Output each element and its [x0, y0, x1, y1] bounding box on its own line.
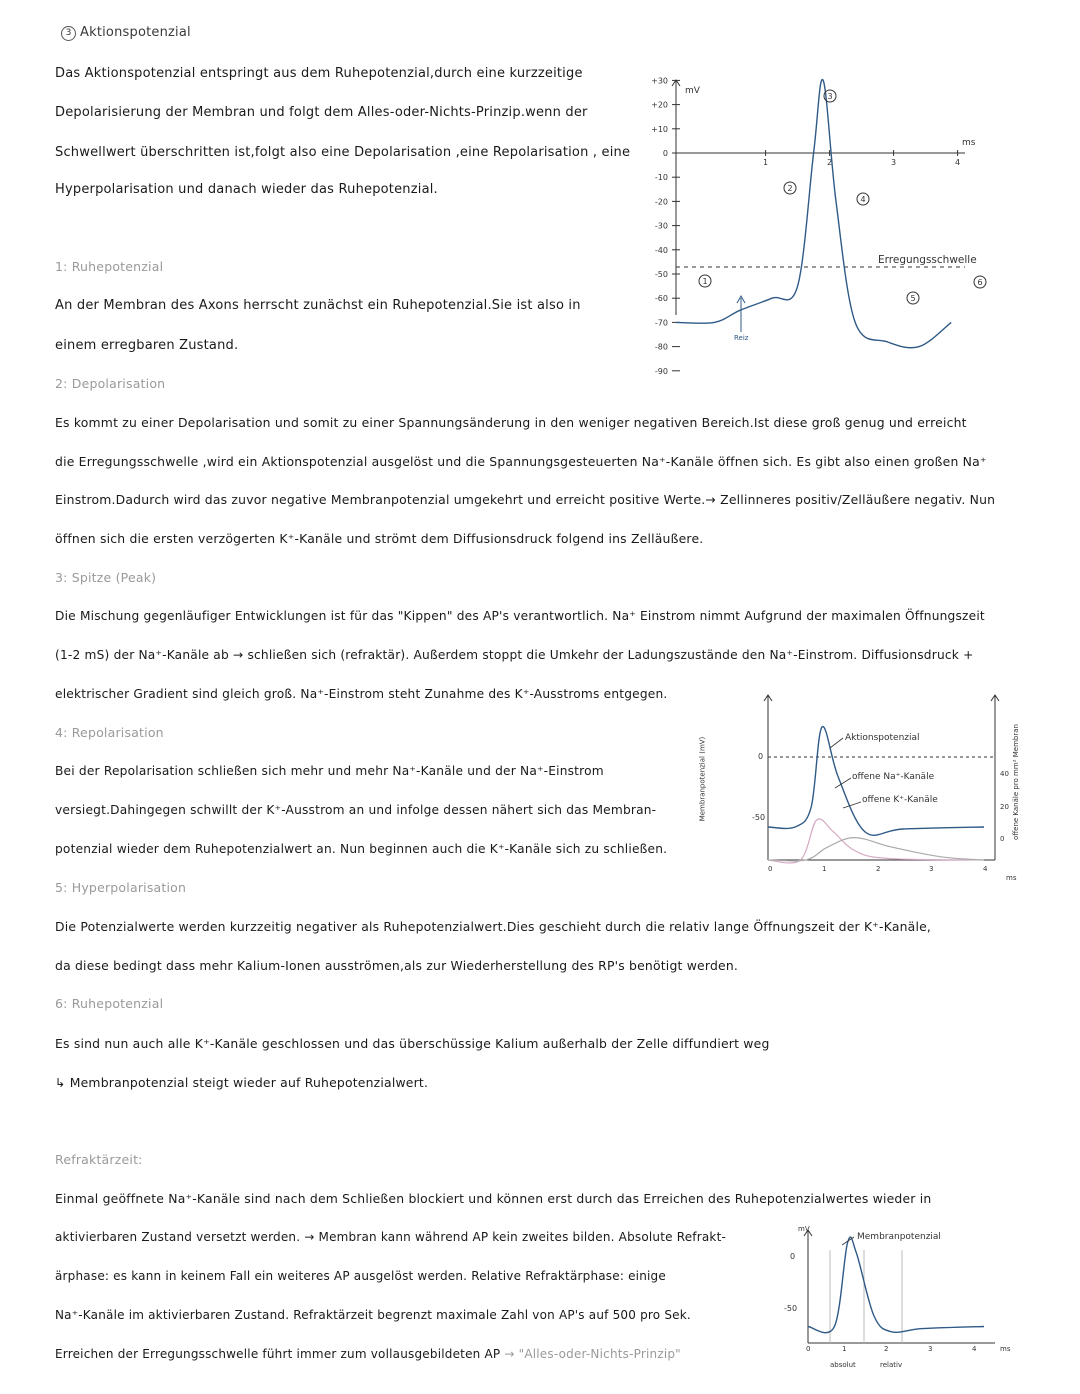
- section5-line-2: da diese bedingt dass mehr Kalium-Ionen ausströmen,als zur Wiederherstellung des RP's benötigt werden.: [55, 958, 739, 973]
- chart3-xtick-4: 4: [972, 1345, 977, 1353]
- action-potential-chart: [630, 76, 1030, 380]
- chart2-xlabel: ms: [1006, 874, 1017, 882]
- section-heading-spitze: 3: Spitze (Peak): [55, 570, 157, 585]
- chart1-phase-marker-label: 5: [910, 294, 916, 303]
- refraktaer-arrow-note: → "Alles-oder-Nichts-Prinzip": [504, 1347, 681, 1361]
- chart1-phase-marker-label: 3: [827, 92, 833, 101]
- chart2-label-line-ap: [830, 738, 843, 748]
- section4-line-3: potenzial wieder dem Ruhepotenzialwert an. Nun beginnen auch die K⁺-Kanäle sich zu schließen.: [55, 842, 668, 856]
- chart1-xtick-label: 3: [891, 158, 897, 167]
- chart1-ytick-label: -30: [654, 221, 668, 231]
- section4-line-2: versiegt.Dahingegen schwillt der K⁺-Ausstrom an und infolge dessen nähert sich das Membran-: [55, 803, 657, 817]
- chart1-ytick-label: -20: [654, 197, 668, 207]
- intro-line-1: Das Aktionspotenzial entspringt aus dem Ruhepotenzial,durch eine kurzzeitige: [55, 66, 583, 81]
- chart2-y2tick-20: 20: [1000, 803, 1009, 811]
- chart2-ylabel: Membranpotenzial (mV): [698, 736, 707, 822]
- section6-line-1: Es sind nun auch alle K⁺-Kanäle geschlossen und das überschüssige Kalium außerhalb der Zelle diffundiert weg: [55, 1036, 770, 1051]
- refractory-chart: [780, 1225, 1020, 1375]
- chart1-ylabel: mV: [685, 86, 700, 96]
- chart2-legend-na: offene Na⁺-Kanäle: [852, 772, 935, 782]
- chart3-ytick-50: -50: [784, 1304, 798, 1313]
- chart3-ylabel: mV: [798, 1225, 810, 1233]
- chart1-ytick-label: -60: [654, 294, 668, 304]
- title-number: 3: [65, 28, 72, 38]
- chart1-ytick-label: 0: [662, 149, 668, 158]
- chart1-phase-marker-label: 2: [787, 184, 793, 193]
- section2-line-2: die Erregungsschwelle ,wird ein Aktionspotenzial ausgelöst und die Spannungsgesteuerten Na⁺-Kanäle öffnen sich. Es gibt also einen großen Na⁺: [55, 454, 987, 469]
- chart2-label-line-k: [843, 802, 861, 808]
- chart1-ytick-label: +10: [651, 124, 668, 134]
- chart1-ytick-label: -70: [654, 318, 668, 328]
- chart1-ytick-label: -50: [654, 270, 668, 279]
- chart1-ytick-label: +30: [651, 76, 668, 86]
- section1-line-1: An der Membran des Axons herrscht zunächst ein Ruhepotenzial.Sie ist also in: [55, 298, 581, 313]
- chart2-xtick-3: 3: [929, 865, 934, 873]
- chart3-xtick-3: 3: [928, 1345, 933, 1353]
- refraktaer-line-4: Na⁺-Kanäle im aktivierbaren Zustand. Refraktärzeit begrenzt maximale Zahl von AP's auf 500 pro Sek.: [55, 1308, 691, 1322]
- chart1-stimulus-label: Reiz: [734, 334, 749, 342]
- section-heading-repolarisation: 4: Repolarisation: [55, 725, 164, 740]
- page-title: Aktionspotenzial: [80, 25, 191, 40]
- section3-line-3: elektrischer Gradient sind gleich groß. Na⁺-Einstrom steht Zunahme des K⁺-Ausstroms entgegen.: [55, 687, 668, 701]
- chart2-xtick-0: 0: [768, 865, 773, 873]
- section2-line-4: öffnen sich die ersten verzögerten K⁺-Kanäle und strömt dem Diffusionsdruck folgend ins Zelläußere.: [55, 531, 704, 546]
- chart3-series-membranpotenzial: [808, 1237, 984, 1333]
- section3-line-2: (1-2 mS) der Na⁺-Kanäle ab → schließen sich (refraktär). Außerdem stoppt die Umkehr der Ladungszustände den Na⁺-Einstrom. Diffusionsdruck +: [55, 648, 974, 662]
- chart1-ytick-label: -80: [654, 342, 668, 352]
- chart3-ytick-0: 0: [790, 1252, 796, 1261]
- section-heading-ruhepotenzial: 1: Ruhepotenzial: [55, 259, 164, 274]
- chart3-xlabel: ms: [1000, 1345, 1011, 1353]
- chart2-ytick-50: -50: [752, 813, 766, 822]
- chart1-ytick-label: +20: [651, 100, 668, 110]
- chart3-xtick-0: 0: [806, 1345, 811, 1353]
- chart1-xtick-label: 2: [827, 158, 833, 167]
- section1-line-2: einem erregbaren Zustand.: [55, 338, 239, 353]
- chart1-xtick-label: 1: [763, 158, 769, 167]
- refraktaer-line-3: ärphase: es kann in keinem Fall ein weiteres AP ausgelöst werden. Relative Refraktärphase: einige: [55, 1269, 666, 1283]
- chart3-series-label: Membranpotenzial: [857, 1232, 941, 1242]
- intro-line-4: Hyperpolarisation und danach wieder das Ruhepotenzial.: [55, 182, 438, 197]
- chart2-y2tick-0: 0: [1000, 835, 1005, 843]
- chart1-phase-marker-label: 4: [860, 195, 866, 204]
- section5-line-1: Die Potenzialwerte werden kurzzeitig negativer als Ruhepotenzialwert.Dies geschieht durch die relativ lange Öffnungszeit der K⁺-Kanäle,: [55, 919, 932, 934]
- chart1-ytick-label: -10: [654, 173, 668, 183]
- refraktaer-line-2: aktivierbaren Zustand versetzt werden. → Membran kann während AP kein zweites bilden. Absolute Refrakt-: [55, 1230, 727, 1244]
- chart3-phase-relativ: relativ: [880, 1361, 903, 1369]
- chart1-xtick-label: 4: [955, 158, 961, 167]
- title-number-circle: [61, 26, 76, 41]
- chart2-ytick-0: 0: [758, 752, 764, 761]
- chart1-ytick-label: -40: [654, 245, 668, 255]
- chart1-phase-marker-label: 1: [702, 277, 708, 286]
- chart1-ytick-label: -90: [654, 366, 668, 376]
- refraktaer-line-5: [55, 1347, 681, 1361]
- chart3-xtick-1: 1: [842, 1345, 847, 1353]
- section-heading-refraktaerzeit: Refraktärzeit:: [55, 1152, 143, 1167]
- chart3-xtick-2: 2: [884, 1345, 889, 1353]
- section-heading-depolarisation: 2: Depolarisation: [55, 376, 166, 391]
- chart2-y2label: offene Kanäle pro mm² Membran: [1011, 724, 1020, 840]
- chart2-legend-k: offene K⁺-Kanäle: [862, 795, 938, 805]
- chart2-xtick-1: 1: [822, 865, 827, 873]
- section6-line-2: ↳ Membranpotenzial steigt wieder auf Ruhepotenzialwert.: [55, 1075, 429, 1090]
- section4-line-1: Bei der Repolarisation schließen sich mehr und mehr Na⁺-Kanäle und der Na⁺-Einstrom: [55, 764, 604, 778]
- section-heading-hyperpolarisation: 5: Hyperpolarisation: [55, 880, 187, 895]
- refraktaer-line-5-text: Erreichen der Erregungsschwelle führt immer zum vollausgebildeten AP: [55, 1347, 501, 1361]
- chart2-series-na-kanaele: [768, 819, 984, 863]
- section2-line-1: Es kommt zu einer Depolarisation und somit zu einer Spannungsänderung in den weniger negativen Bereich.Ist diese groß genug und erreicht: [55, 415, 967, 430]
- chart3-phase-absolut: absolut: [830, 1361, 856, 1369]
- refraktaer-line-1: Einmal geöffnete Na⁺-Kanäle sind nach dem Schließen blockiert und können erst durch das Erreichen des Ruhepotenzialwertes wieder in: [55, 1191, 932, 1206]
- intro-line-3: Schwellwert überschritten ist,folgt also eine Depolarisation ,eine Repolarisation , eine: [55, 145, 631, 160]
- section2-line-3: Einstrom.Dadurch wird das zuvor negative Membranpotenzial umgekehrt und erreicht positive Werte.→ Zellinneres positiv/Zelläußere negativ. Nun: [55, 492, 996, 507]
- chart2-xtick-2: 2: [876, 865, 881, 873]
- section-heading-ruhepotenzial-2: 6: Ruhepotenzial: [55, 996, 164, 1011]
- section3-line-1: Die Mischung gegenläufiger Entwicklungen ist für das "Kippen" des AP's verantwortlich. Na⁺ Einstrom nimmt Aufgrund der maximalen Öffnungszeit: [55, 609, 985, 623]
- chart1-threshold-label: Erregungsschwelle: [878, 254, 977, 266]
- chart2-xtick-4: 4: [983, 865, 988, 873]
- chart2-label-line-na: [835, 778, 851, 788]
- intro-line-2: Depolarisierung der Membran und folgt dem Alles-oder-Nichts-Prinzip.wenn der: [55, 105, 588, 120]
- chart2-legend-aktionspotenzial: Aktionspotenzial: [845, 733, 920, 743]
- chart1-xlabel: ms: [962, 138, 976, 148]
- chart1-phase-marker-label: 6: [977, 278, 983, 287]
- chart1-series-membranpotenzial: [676, 79, 951, 347]
- chart2-y2tick-40: 40: [1000, 770, 1009, 778]
- channel-chart: [735, 690, 1035, 880]
